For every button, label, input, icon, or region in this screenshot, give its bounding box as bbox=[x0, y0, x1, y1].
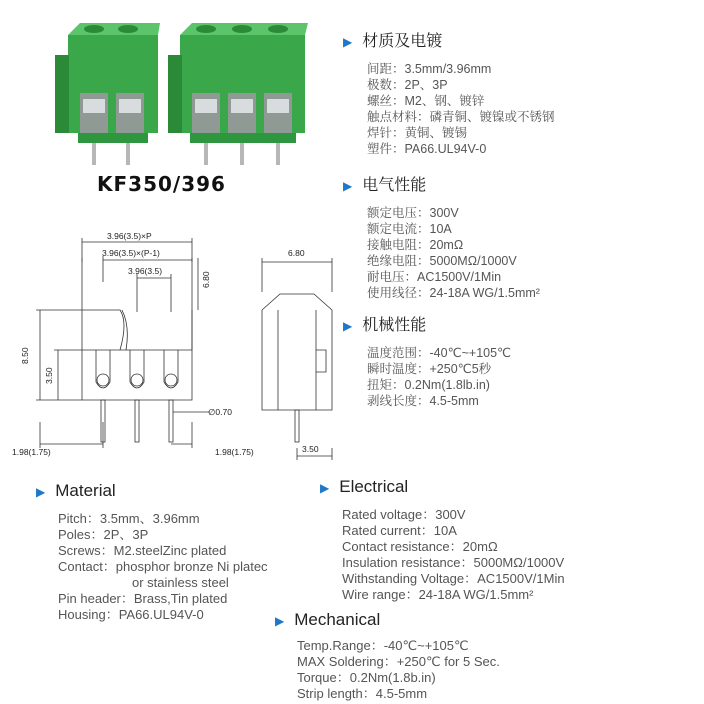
dim-pitch-minus1: 3.96(3.5)×(P-1) bbox=[102, 248, 160, 258]
spec-line: 触点材料：磷青铜、镀镍或不锈钢 bbox=[367, 110, 555, 124]
spec-line: 极数：2P、3P bbox=[367, 78, 448, 92]
dim-top-offset: 6.80 bbox=[201, 271, 211, 288]
cn-material-list bbox=[367, 61, 555, 157]
spec-line: 温度范围：-40℃~+105℃ bbox=[367, 346, 512, 360]
spec-line: 绝缘电阻：5000MΩ/1000V bbox=[367, 254, 517, 268]
triangle-bullet-icon: ▶ bbox=[343, 35, 353, 49]
spec-line: 额定电压：300V bbox=[367, 206, 459, 220]
spec-line: Pitch：3.5mm、3.96mm bbox=[58, 511, 200, 526]
dim-left-offset: 1.98(1.75) bbox=[12, 447, 51, 457]
terminal-block-2p bbox=[55, 23, 160, 165]
spec-line: 额定电流：10A bbox=[367, 222, 452, 236]
spec-line: Rated voltage：300V bbox=[342, 507, 466, 522]
en-mechanical-section bbox=[275, 610, 500, 702]
en-mechanical-list bbox=[297, 638, 500, 702]
spec-line: Insulation resistance：5000MΩ/1000V bbox=[342, 555, 565, 570]
dim-pitch: 3.96(3.5) bbox=[128, 266, 163, 276]
dim-side-width: 6.80 bbox=[288, 248, 305, 258]
en-electrical-list bbox=[342, 507, 565, 603]
cn-electrical-list bbox=[367, 205, 540, 301]
cn-mechanical-section bbox=[343, 312, 511, 409]
spec-line: Wire range：24-18A WG/1.5mm² bbox=[342, 587, 534, 602]
model-name: KF350/396 bbox=[97, 172, 226, 196]
cn-mechanical-title: 机械性能 bbox=[362, 317, 427, 334]
spec-line: Strip length：4.5-5mm bbox=[297, 686, 428, 701]
spec-line: Contact：phosphor bronze Ni platec bbox=[58, 559, 268, 574]
dim-right-offset: 1.98(1.75) bbox=[215, 447, 254, 457]
dim-pin-dia: ∅0.70 bbox=[208, 407, 232, 417]
spec-line: Screws：M2.steelZinc plated bbox=[58, 543, 227, 558]
dim-total-pitch: 3.96(3.5)×P bbox=[107, 231, 152, 241]
spec-line: Rated current：10A bbox=[342, 523, 457, 538]
technical-drawing bbox=[10, 222, 340, 462]
spec-line: 扭矩：0.2Nm(1.8lb.in) bbox=[367, 378, 490, 392]
spec-line: Housing：PA66.UL94V-0 bbox=[58, 607, 204, 622]
en-mechanical-title: Mechanical bbox=[294, 610, 381, 629]
spec-line: Pin header：Brass,Tin plated bbox=[58, 591, 228, 606]
spec-line: 使用线径：24-18A WG/1.5mm² bbox=[367, 286, 540, 300]
en-material-section bbox=[36, 481, 268, 623]
triangle-bullet-icon: ▶ bbox=[36, 485, 46, 499]
spec-line: Contact resistance：20mΩ bbox=[342, 539, 498, 554]
cn-mechanical-list bbox=[367, 345, 511, 409]
spec-line: Poles：2P、3P bbox=[58, 527, 149, 542]
en-electrical-section bbox=[320, 477, 565, 603]
triangle-bullet-icon: ▶ bbox=[320, 481, 330, 495]
en-material-title: Material bbox=[55, 481, 116, 500]
spec-line: 间距：3.5mm/3.96mm bbox=[367, 62, 492, 76]
cn-electrical-title: 电气性能 bbox=[362, 177, 427, 194]
spec-line: 剥线长度：4.5-5mm bbox=[367, 394, 479, 408]
en-electrical-title: Electrical bbox=[339, 477, 409, 496]
triangle-bullet-icon: ▶ bbox=[275, 614, 285, 628]
terminal-block-3p bbox=[168, 23, 308, 165]
spec-line: Temp.Range：-40℃~+105℃ bbox=[297, 638, 469, 653]
spec-line: 螺丝：M2、钢、镀锌 bbox=[367, 94, 485, 108]
spec-line: 塑件：PA66.UL94V-0 bbox=[367, 142, 487, 156]
triangle-bullet-icon: ▶ bbox=[343, 319, 353, 333]
dim-side-pin: 3.50 bbox=[302, 444, 319, 454]
spec-line: 焊针：黄铜、镀锡 bbox=[367, 126, 468, 140]
en-material-list bbox=[58, 511, 268, 623]
triangle-bullet-icon: ▶ bbox=[343, 179, 353, 193]
cn-electrical-section bbox=[343, 172, 540, 301]
spec-line: 接触电阻：20mΩ bbox=[367, 238, 464, 252]
spec-line: MAX Soldering：+250℃ for 5 Sec. bbox=[297, 654, 500, 669]
spec-line: 瞬时温度：+250℃5秒 bbox=[367, 362, 492, 376]
cn-material-title: 材质及电镀 bbox=[362, 33, 443, 50]
spec-line: Withstanding Voltage：AC1500V/1Min bbox=[342, 571, 565, 586]
dim-height: 8.50 bbox=[20, 347, 30, 364]
dim-lower-height: 3.50 bbox=[44, 367, 54, 384]
spec-line: 耐电压：AC1500V/1Min bbox=[367, 270, 502, 284]
cn-material-section bbox=[343, 28, 555, 157]
product-photo bbox=[50, 15, 310, 185]
spec-line: Torque：0.2Nm(1.8b.in) bbox=[297, 670, 436, 685]
spec-line: or stainless steel bbox=[132, 575, 229, 590]
